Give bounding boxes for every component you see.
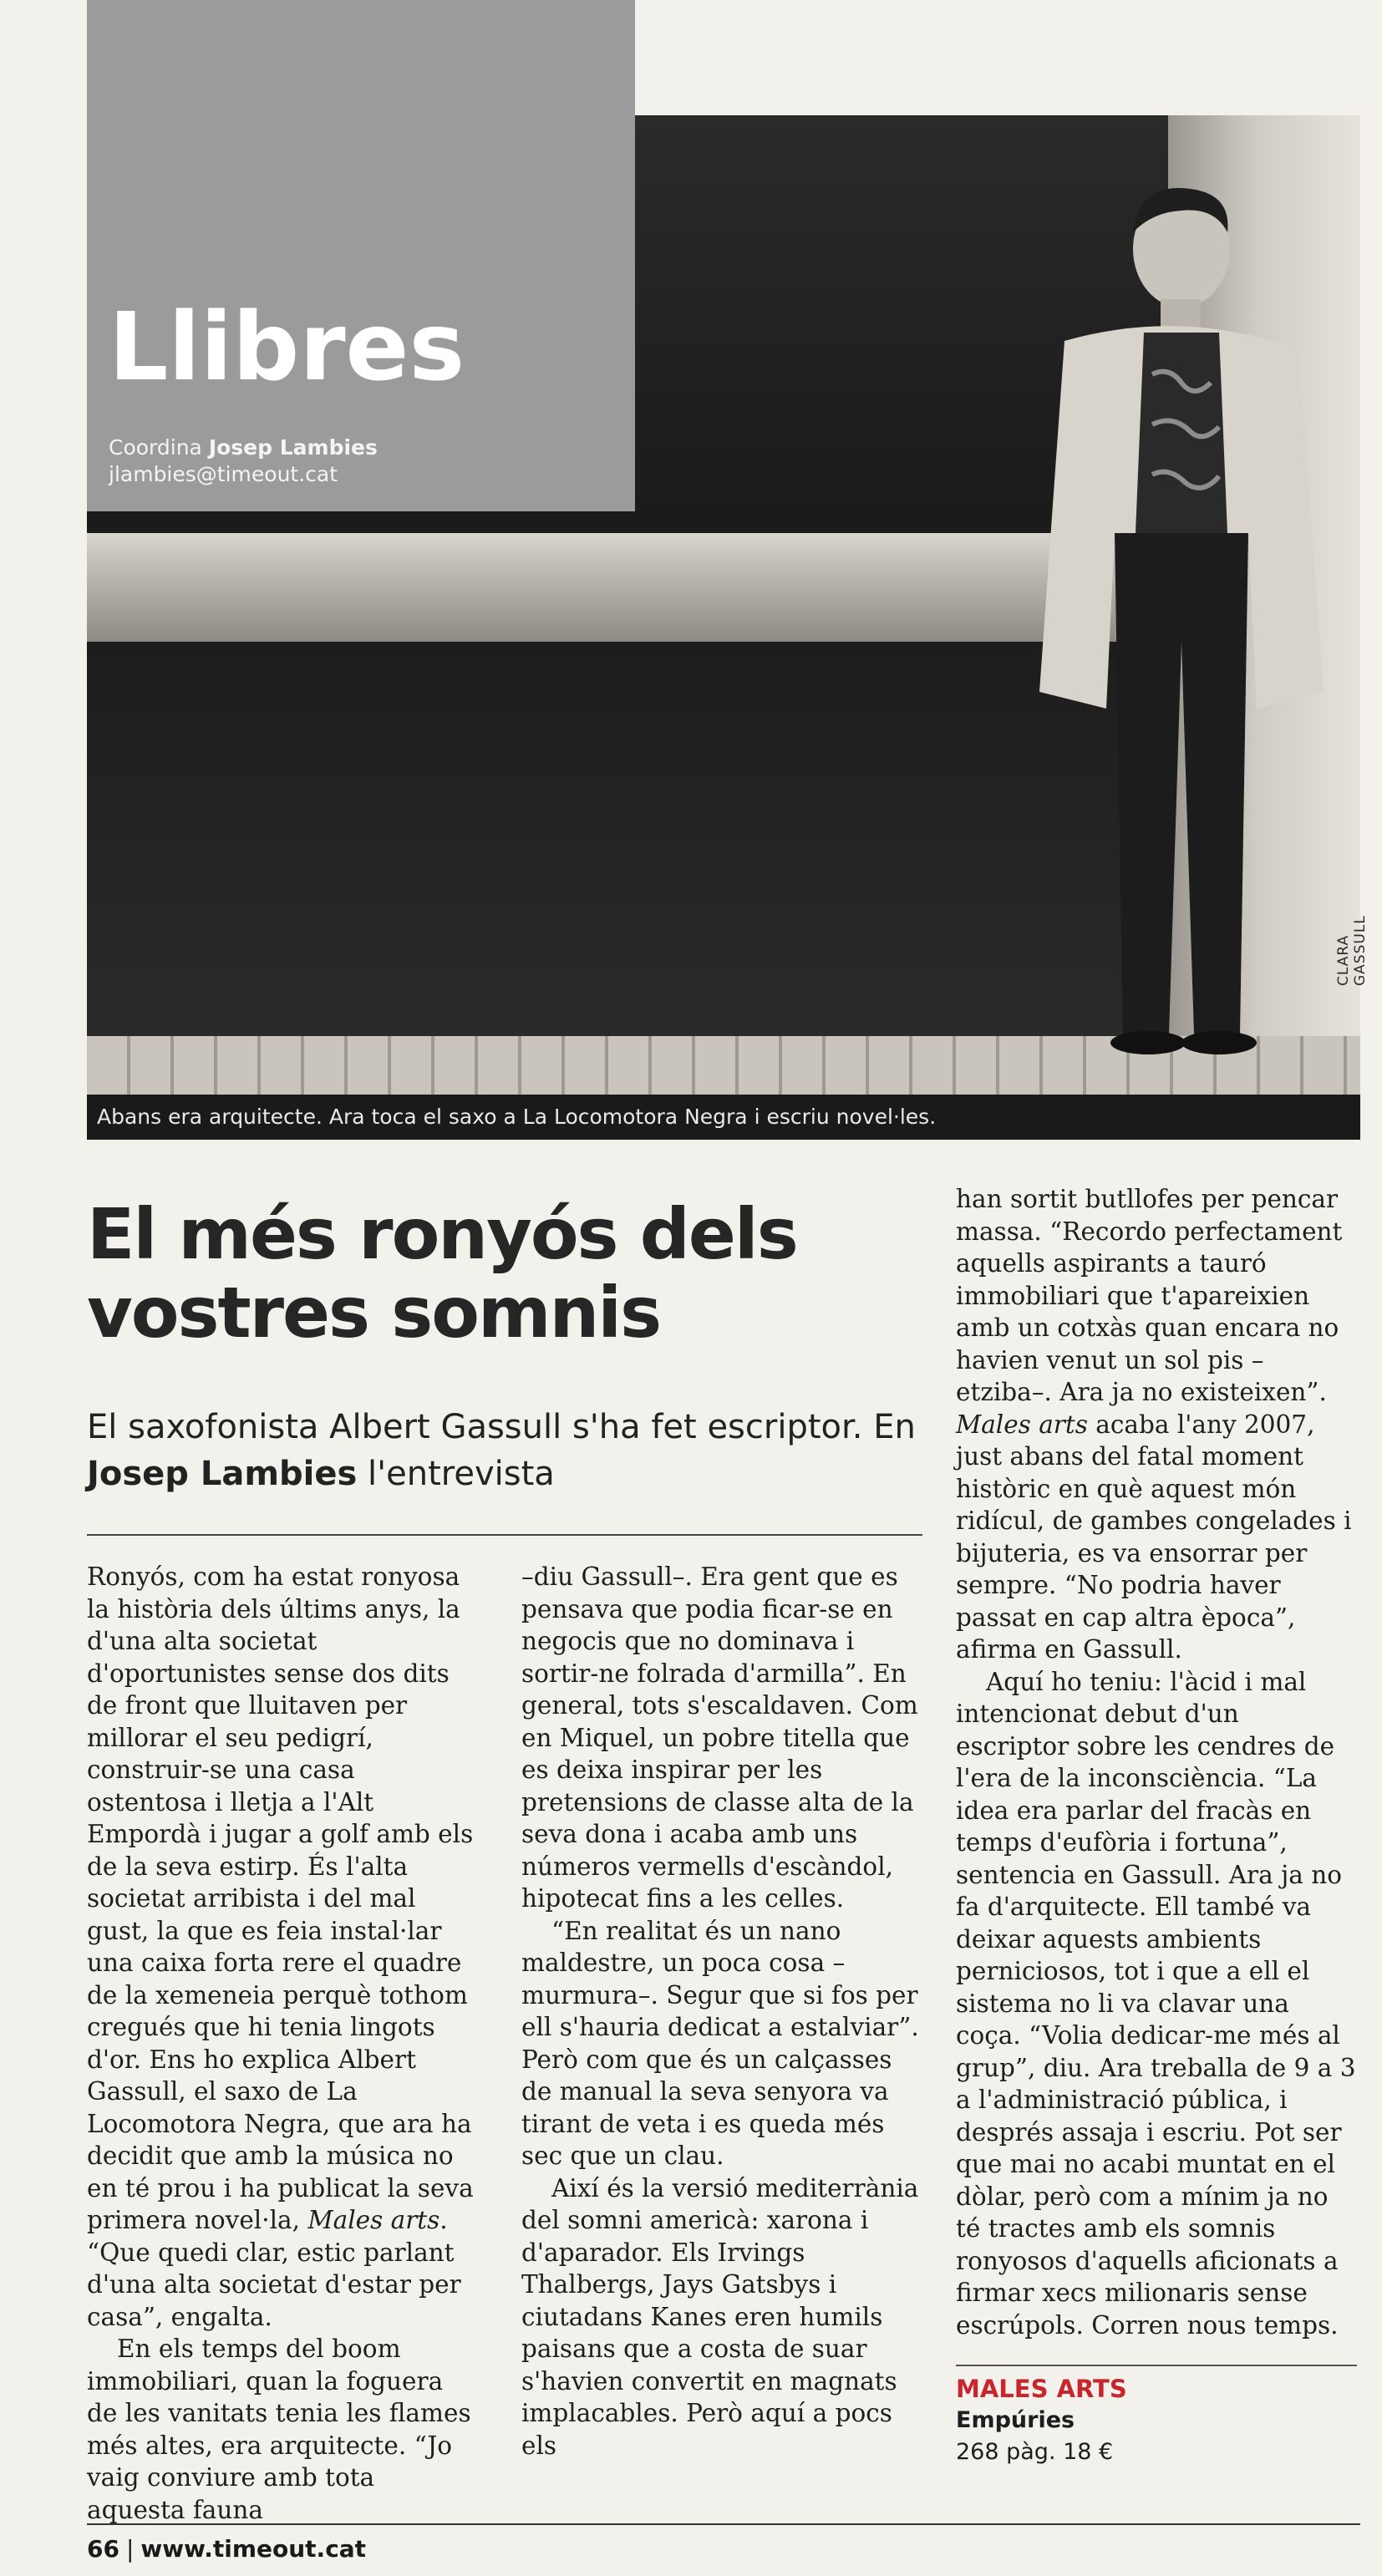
book-title: MALES ARTS (956, 2375, 1127, 2403)
body-paragraph (87, 1561, 480, 2333)
footer-rule (87, 2523, 1360, 2525)
section-coordinator (109, 434, 378, 488)
section-title: Llibres (109, 293, 465, 402)
photo-credit: CLARA GASSULL (1335, 915, 1369, 986)
coord-name: Josep Lambies (208, 435, 378, 460)
standfirst-text-end: l'entrevista (368, 1455, 555, 1493)
book-details: 268 pàg. 18 € (956, 2439, 1114, 2465)
page-number: 66 (87, 2535, 119, 2563)
body-text: han sortit butllofes per pencar massa. “Recordo perfectament aquells aspirants a tauró immobiliari que t'apareixien amb un cotxàs quan encara no havien venut un sol pis –etziba–. Ara ja no existeixen”. (956, 1185, 1343, 1406)
book-info-rule (956, 2365, 1357, 2366)
coord-email[interactable]: jlambies@timeout.cat (109, 462, 338, 486)
standfirst-rule (87, 1534, 922, 1536)
body-paragraph: “En realitat és un nano maldestre, un poca cosa –murmura–. Segur que si fos per ell s'hauria dedicat a estalviar”. Però com que és un calçasses de manual la seva senyora va tirant de veta i es queda més sec que un clau. (521, 1916, 919, 2170)
footer-separator: | (125, 2535, 135, 2563)
article-column-1 (87, 1561, 480, 2526)
article-column-3 (956, 1183, 1357, 2468)
body-paragraph (956, 1183, 1357, 1666)
page-footer (87, 2535, 366, 2563)
body-paragraph: En els temps del boom immobiliari, quan la foguera de les vanitats tenia les flames més altes, era arquitecte. “Jo vaig conviure amb tota aquesta fauna (87, 2335, 471, 2524)
author-portrait (973, 174, 1332, 1059)
standfirst-text: El saxofonista Albert Gassull s'ha fet escriptor. En (87, 1408, 916, 1446)
book-title-inline: Males arts (307, 2206, 440, 2234)
body-text: acaba l'any 2007, just abans del fatal moment històric en què aquest món ridícul, de gambes congelades i bijuteria, es va ensorrar per sempre. “No podria haver passat en cap altra època”, afirma en Gassull. (956, 1410, 1352, 1664)
section-header-box (87, 0, 635, 511)
article-column-2 (521, 1561, 922, 2462)
body-text: Ronyós, com ha estat ronyosa la història dels últims anys, la d'una alta societat d'oportunistes sense dos dits de front que lluitaven per millorar el seu pedigrí, construir-se una casa ostentosa i lletja a l'Alt Empordà i jugar a golf amb els de la seva estirp. És l'alta societat arribista i del mal gust, la que es feia instal·lar una caixa forta rere el quadre de la xemeneia perquè tothom cregués que hi tenia lingots d'or. Ens ho explica Albert Gassull, el saxo de La Locomotora Negra, que ara ha decidit que amb la música no en té prou i ha publicat la seva primera novel·la, (87, 1562, 474, 2234)
article-headline: El més ronyós dels vostres somnis (87, 1193, 797, 1354)
book-info (956, 2373, 1357, 2468)
body-paragraph: –diu Gassull–. Era gent que es pensava que podia ficar-se en negocis que no dominava i sortir-ne folrada d'armilla”. En general, tots s'escaldaven. Com en Miquel, un pobre titella que es deixa inspirar per les pretensions de classe alta de la seva dona i acaba amb uns números vermells d'escàndol, hipotecat fins a les celles. (521, 1562, 918, 1913)
article-standfirst (87, 1404, 939, 1497)
coord-prefix: Coordina (109, 435, 202, 460)
standfirst-author: Josep Lambies (87, 1455, 358, 1493)
body-paragraph: Aquí ho teniu: l'àcid i mal intencionat debut d'un escriptor sobre les cendres de l'era de la inconsciència. “La idea era parlar del fracàs en temps d'eufòria i fortuna”, sentencia en Gassull. Ara ja no fa d'arquitecte. Ell també va deixar aquests ambients perniciosos, tot i que a ell el sistema no li va clavar una coça. “Volia dedicar-me més al grup”, diu. Ara treballa de 9 a 3 a l'administració pública, i després assaja i escriu. Pot ser que mai no acabi muntat en el dòlar, però com a mínim ja no té tractes amb els somnis ronyosos d'aquells aficionats a firmar xecs milionaris sense escrúpols. Corren nous temps. (956, 1667, 1356, 2340)
photo-caption: Abans era arquitecte. Ara toca el saxo a La Locomotora Negra i escriu novel·les. (87, 1095, 1360, 1140)
book-publisher: Empúries (956, 2407, 1075, 2433)
book-title-inline: Males arts (956, 1410, 1088, 1439)
body-text: . “Que quedi clar, estic parlant d'una alta societat d'estar per casa”, engalta. (87, 2206, 461, 2331)
footer-url[interactable]: www.timeout.cat (140, 2535, 367, 2563)
body-paragraph: Així és la versió mediterrània del somni americà: xarona i d'aparador. Els Irvings Thalbergs, Jays Gatsbys i ciutadans Kanes eren humils paisans que a costa de suar s'havien convertit en magnats implacables. Però aquí a pocs els (521, 2173, 919, 2460)
